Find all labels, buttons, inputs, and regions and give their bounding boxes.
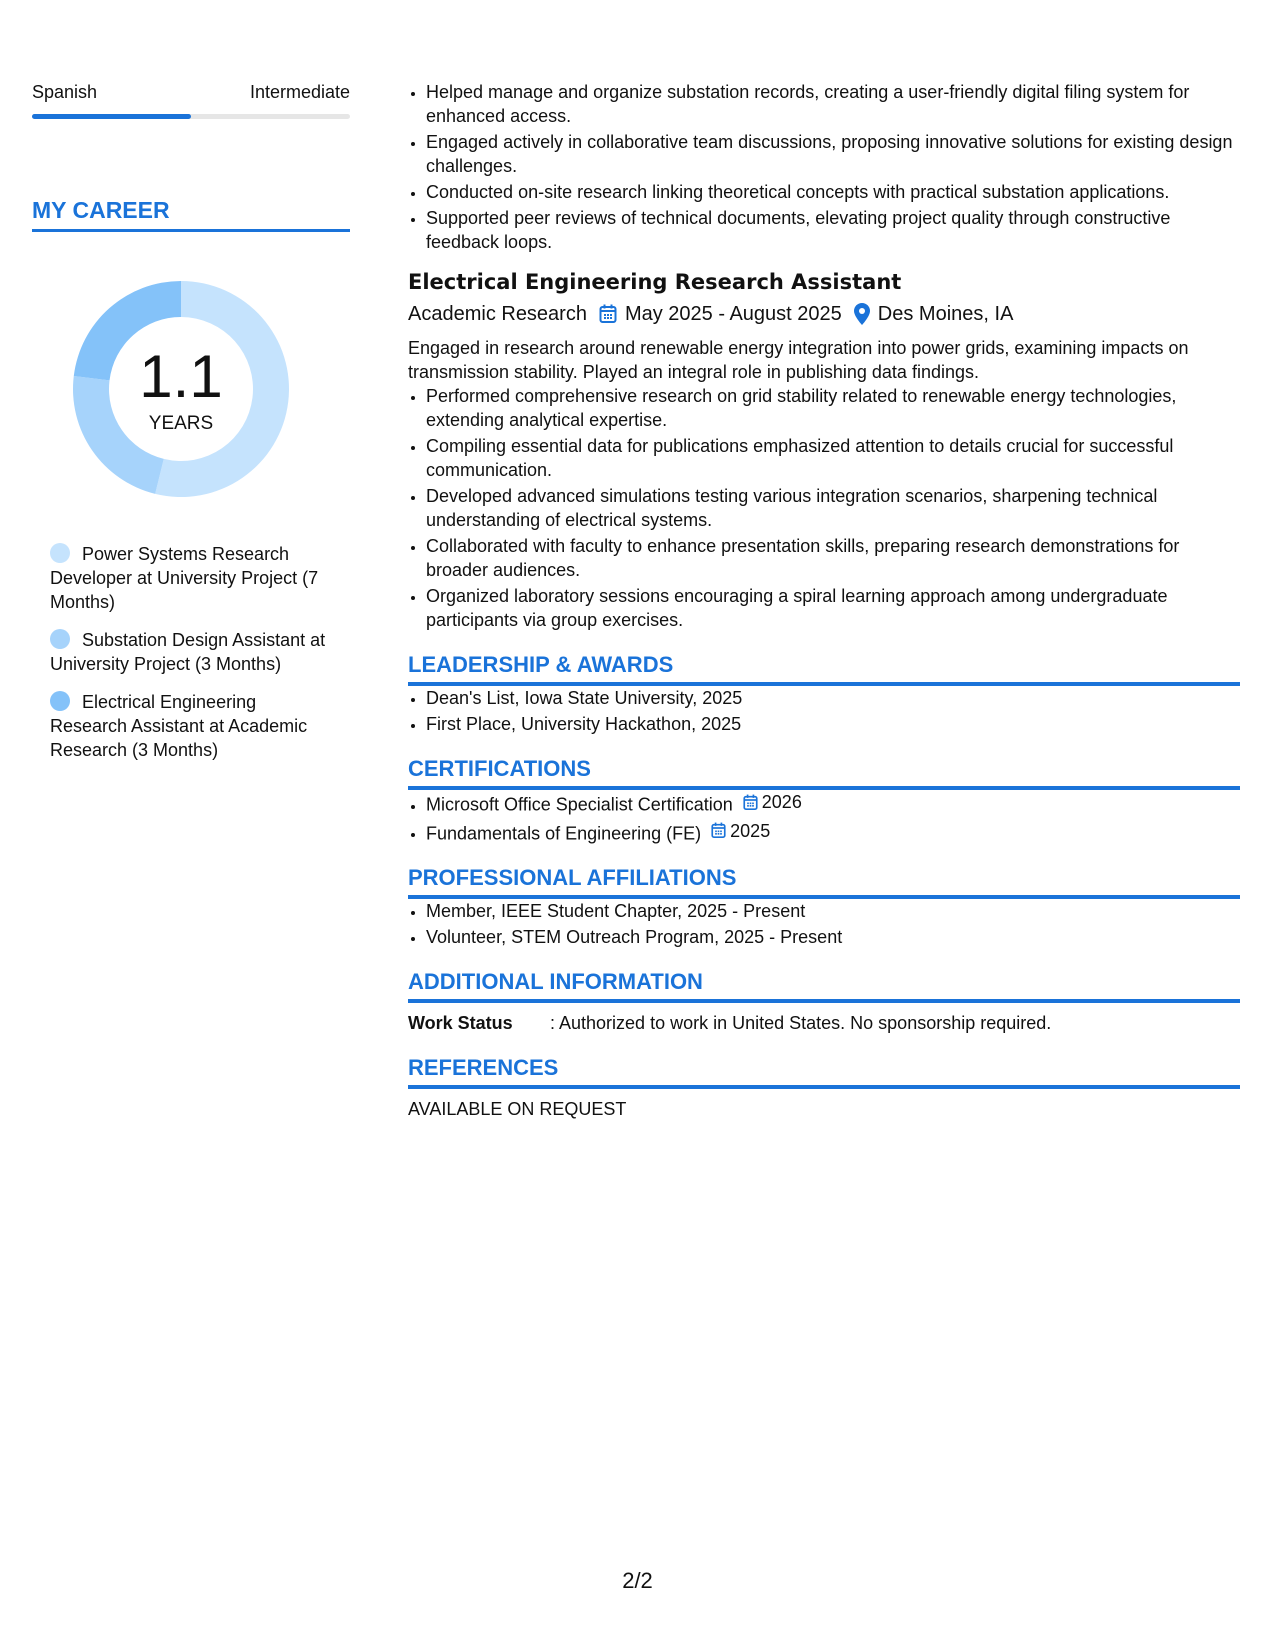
list-item: • Volunteer, STEM Outreach Program, 2025 - Present (426, 925, 1240, 949)
references-heading: REFERENCES (408, 1053, 1240, 1089)
language-name: Spanish (32, 82, 98, 102)
language-row (32, 80, 350, 104)
list-item: • Member, IEEE Student Chapter, 2025 - Present (426, 899, 1240, 923)
certification-year: 2026 (761, 792, 802, 812)
job-description: Engaged in research around renewable energy integration into power grids, examining impacts on transmission stability. Played an integral role in publishing data findings. (408, 338, 1189, 382)
list-item: • Performed comprehensive research on grid stability related to renewable energy technologies, extending analytical expertise. (426, 384, 1240, 432)
certification-date (743, 790, 802, 814)
list-item: • Collaborated with faculty to enhance presentation skills, preparing research demonstrations for broader audiences. (426, 534, 1240, 582)
additional-info-heading: ADDITIONAL INFORMATION (408, 967, 1240, 1003)
list-item: • Supported peer reviews of technical documents, elevating project quality through constructive feedback loops. (426, 206, 1240, 254)
legend-label: Power Systems Research Developer at University Project (7 Months) (50, 544, 319, 612)
legend-dot (50, 691, 70, 711)
job-title: Electrical Engineering Research Assistant (408, 270, 902, 294)
career-donut (66, 274, 296, 504)
list-item: • First Place, University Hackathon, 2025 (426, 712, 1240, 736)
career-legend (50, 542, 335, 762)
language-level: Intermediate (249, 82, 350, 102)
calendar-icon (711, 822, 726, 839)
career-total-value: 1.1 (139, 343, 223, 410)
certifications-list (408, 790, 1240, 845)
legend-item (50, 690, 335, 762)
list-item: • Organized laboratory sessions encouraging a spiral learning approach among undergraduate participants via group exercises. (426, 584, 1240, 632)
references-text: AVAILABLE ON REQUEST (408, 1099, 627, 1119)
legend-dot (50, 629, 70, 649)
previous-job-bullets (408, 80, 1240, 254)
main-content (408, 80, 1240, 1121)
list-item: • Compiling essential data for publications emphasized attention to details crucial for successful communication. (426, 434, 1240, 482)
certification-date (711, 819, 770, 843)
career-total-unit: YEARS (148, 413, 214, 434)
list-item (426, 790, 1240, 817)
language-proficiency-fill (32, 114, 191, 119)
job-meta (408, 300, 1240, 328)
calendar-icon (743, 794, 758, 811)
language-proficiency-bar (32, 114, 350, 119)
job-bullets (408, 384, 1240, 632)
page-number: 2/2 (622, 1568, 653, 1593)
job-location: Des Moines, IA (877, 303, 1014, 325)
legend-dot (50, 543, 70, 563)
work-status-label: Work Status (408, 1013, 513, 1033)
location-pin-icon (854, 303, 870, 325)
calendar-icon (599, 304, 617, 324)
sidebar (32, 80, 350, 776)
certifications-heading: CERTIFICATIONS (408, 754, 1240, 790)
affiliations-heading: PROFESSIONAL AFFILIATIONS (408, 863, 1240, 899)
job-company: Academic Research (408, 303, 587, 325)
list-item (426, 819, 1240, 846)
list-item: • Developed advanced simulations testing various integration scenarios, sharpening technical understanding of electrical systems. (426, 484, 1240, 532)
career-heading: MY CAREER (32, 195, 350, 232)
leadership-heading: LEADERSHIP & AWARDS (408, 650, 1240, 686)
legend-label: Substation Design Assistant at University Project (3 Months) (50, 630, 326, 674)
legend-item (50, 542, 335, 614)
legend-item (50, 628, 335, 676)
list-item: • Dean's List, Iowa State University, 2025 (426, 686, 1240, 710)
list-item: • Conducted on-site research linking theoretical concepts with practical substation applications. (426, 180, 1240, 204)
certification-year: 2025 (730, 820, 771, 841)
work-status-value: : Authorized to work in United States. No sponsorship required. (550, 1013, 1052, 1033)
list-item: • Engaged actively in collaborative team discussions, proposing innovative solutions for existing design challenges. (426, 130, 1240, 178)
list-item: • Helped manage and organize substation records, creating a user-friendly digital filing system for enhanced access. (426, 80, 1240, 128)
job-dates: May 2025 - August 2025 (624, 303, 842, 325)
certification-name: Fundamentals of Engineering (FE) (426, 823, 702, 843)
legend-label: Electrical Engineering Research Assistant at Academic Research (3 Months) (50, 692, 308, 760)
certification-name: Microsoft Office Specialist Certification (426, 794, 733, 815)
leadership-list (408, 686, 1240, 736)
affiliations-list (408, 899, 1240, 949)
work-status-row (408, 1011, 1240, 1035)
